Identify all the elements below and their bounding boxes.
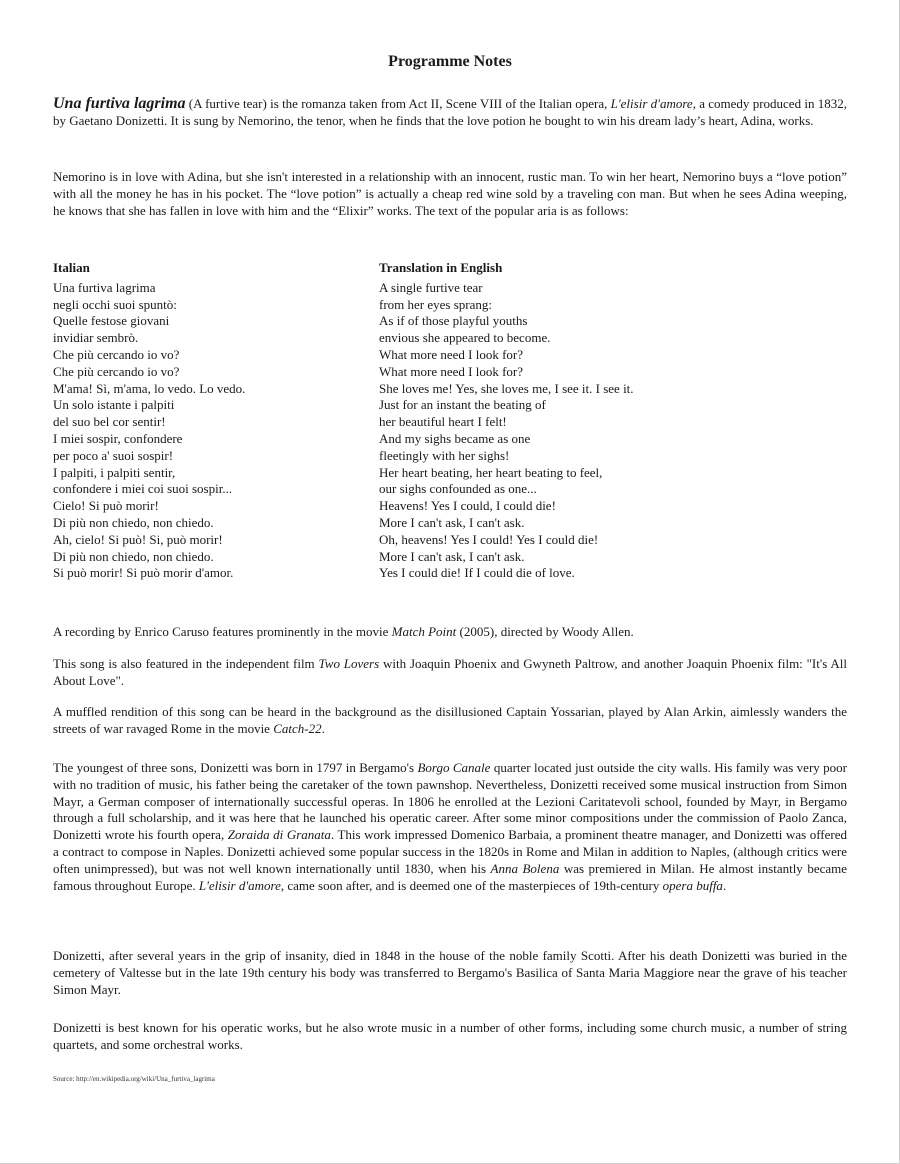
lyric-line: As if of those playful youths [379,313,528,329]
lyric-line: Che più cercando io vo? [53,346,180,362]
synopsis-paragraph: Nemorino is in love with Adina, but she isn't interested in a relationship with an innocent, rustic man. To win her heart, Nemorino buys a “love potion” with all the money he has in his pocket. The “love potion” is actually a cheap red wine sold by a traveling con man. But when he sees Adina weeping, he knows that she has fallen in love with him and the “Elixir” works. The text of the popular aria is as follows: [53,169,847,218]
works-paragraph: Donizetti is best known for his operatic works, but he also wrote music in a number of other forms, including some church music, a number of string quartets, and some orchestral works. [53,1020,847,1052]
italian-lyrics [53,280,363,582]
lyric-line: our sighs confounded as one... [379,481,537,497]
lyric-line: per poco a' suoi sospir! [53,447,174,463]
page-title: Programme Notes [388,53,512,70]
lyric-line: confondere i miei coi suoi sospir... [53,481,233,497]
opera-title: L'elisir d'amore [610,96,693,111]
lyric-line: What more need I look for? [379,346,524,362]
death-paragraph: Donizetti, after several years in the grip of insanity, died in 1848 in the house of the noble family Scotti. After his death Donizetti was buried in the cemetery of Valtesse but in the late 19th century his body was transferred to Bergamo's Basilica of Santa Maria Maggiore near the grave of his teacher Simon Mayr. [53,948,847,997]
lyric-line: Di più non chiedo, non chiedo. [53,548,214,564]
lyric-line: She loves me! Yes, she loves me, I see it. I see it. [379,380,634,396]
lyric-line: envious she appeared to become. [379,330,551,346]
film-title: Catch-22 [273,720,322,736]
english-lyrics [379,280,799,582]
english-lyrics-column [379,260,799,582]
lyric-line: Una furtiva lagrima [53,279,156,295]
lyric-line: What more need I look for? [379,363,524,379]
lyric-line: Di più non chiedo, non chiedo. [53,514,214,530]
lyric-line: More I can't ask, I can't ask. [379,514,525,530]
lyric-line: I palpiti, i palpiti sentir, [53,464,176,480]
lyric-line: Quelle festose giovani [53,313,170,329]
lyric-line: I miei sospir, confondere [53,430,183,446]
lyric-line: Her heart beating, her heart beating to feel, [379,464,603,480]
catch22-paragraph: A muffled rendition of this song can be heard in the background as the disillusioned Captain Yossarian, played by Alan Arkin, aimlessly wanders the streets of war ravaged Rome in the movie Catch-22. [53,704,847,736]
lyric-line: Heavens! Yes I could, I could die! [379,498,556,514]
lyric-line: Oh, heavens! Yes I could! Yes I could die! [379,531,599,547]
lyric-line: del suo bel cor sentir! [53,414,166,430]
film-title: Two Lovers [318,656,380,671]
italian-heading: Italian [53,260,90,275]
lyric-line: A single furtive tear [379,279,483,295]
lyric-line: More I can't ask, I can't ask. [379,548,525,564]
aria-title: Una furtiva lagrima [53,95,186,112]
lyric-line: fleetingly with her sighs! [379,447,510,463]
lyric-line: Cielo! Si può morir! [53,498,159,514]
lyric-line: Yes I could die! If I could die of love. [379,565,575,581]
lyric-line: And my sighs became as one [379,430,531,446]
lyric-line: Un solo istante i palpiti [53,397,175,413]
caruso-paragraph: A recording by Enrico Caruso features prominently in the movie Match Point (2005), directed by Woody Allen. [53,624,634,639]
two-lovers-paragraph: This song is also featured in the independent film Two Lovers with Joaquin Phoenix and Gwyneth Paltrow, and another Joaquin Phoenix film: "It's All About Love". [53,656,847,688]
biography-paragraph: The youngest of three sons, Donizetti was born in 1797 in Bergamo's Borgo Canale quarter located just outside the city walls. His family was very poor with no tradition of music, his father being the caretaker of the town pawnshop. Nevertheless, Donizetti received some musical instruction from Simon Mayr, a German composer of internationally successful operas. In 1806 he enrolled at the Lezioni Caritatevoli school, founded by Mayr, in Bergamo through a full scholarship, and it was here that he launched his operatic career. After some minor compositions under the commission of Paolo Zanca, Donizetti wrote his fourth opera, Zoraida di Granata. This work impressed Domenico Barbaia, a prominent theatre manager, and Donizetti was offered a contract to compose in Naples. Donizetti achieved some popular success in the 1820s in Rome and Milan in addition to Naples, (although critics were often unimpressed), but was not well known internationally until 1830, when his Anna Bolena was premiered in Milan. He almost instantly became famous throughout Europe. L'elisir d'amore, came soon after, and is deemed one of the masterpieces of 19th-century opera buffa. [53,760,848,893]
lyric-line: her beautiful heart I felt! [379,414,507,430]
lyric-line: Ah, cielo! Si può! Si, può morir! [53,531,223,547]
lyric-line: invidiar sembrò. [53,330,139,346]
source-citation: Source: http://en.wikipedia.org/wiki/Una_furtiva_lagrima [53,1075,215,1083]
intro-paragraph: Una furtiva lagrima (A furtive tear) is the romanza taken from Act II, Scene VIII of the Italian opera, L'elisir d'amore, a comedy produced in 1832, by Gaetano Donizetti. It is sung by Nemorino, the tenor, when he finds that the love potion he bought to win his dream lady’s heart, Adina, works. [53,95,847,128]
english-heading: Translation in English [379,260,503,275]
lyric-line: Si può morir! Si può morir d'amor. [53,565,234,581]
italian-lyrics-column [53,260,363,582]
lyric-line: from her eyes sprang: [379,296,492,312]
film-title: Match Point [391,624,457,639]
lyric-line: Che più cercando io vo? [53,363,180,379]
lyric-line: Just for an instant the beating of [379,397,546,413]
lyric-line: M'ama! Sì, m'ama, lo vedo. Lo vedo. [53,380,246,396]
lyric-line: negli occhi suoi spuntò: [53,296,177,312]
